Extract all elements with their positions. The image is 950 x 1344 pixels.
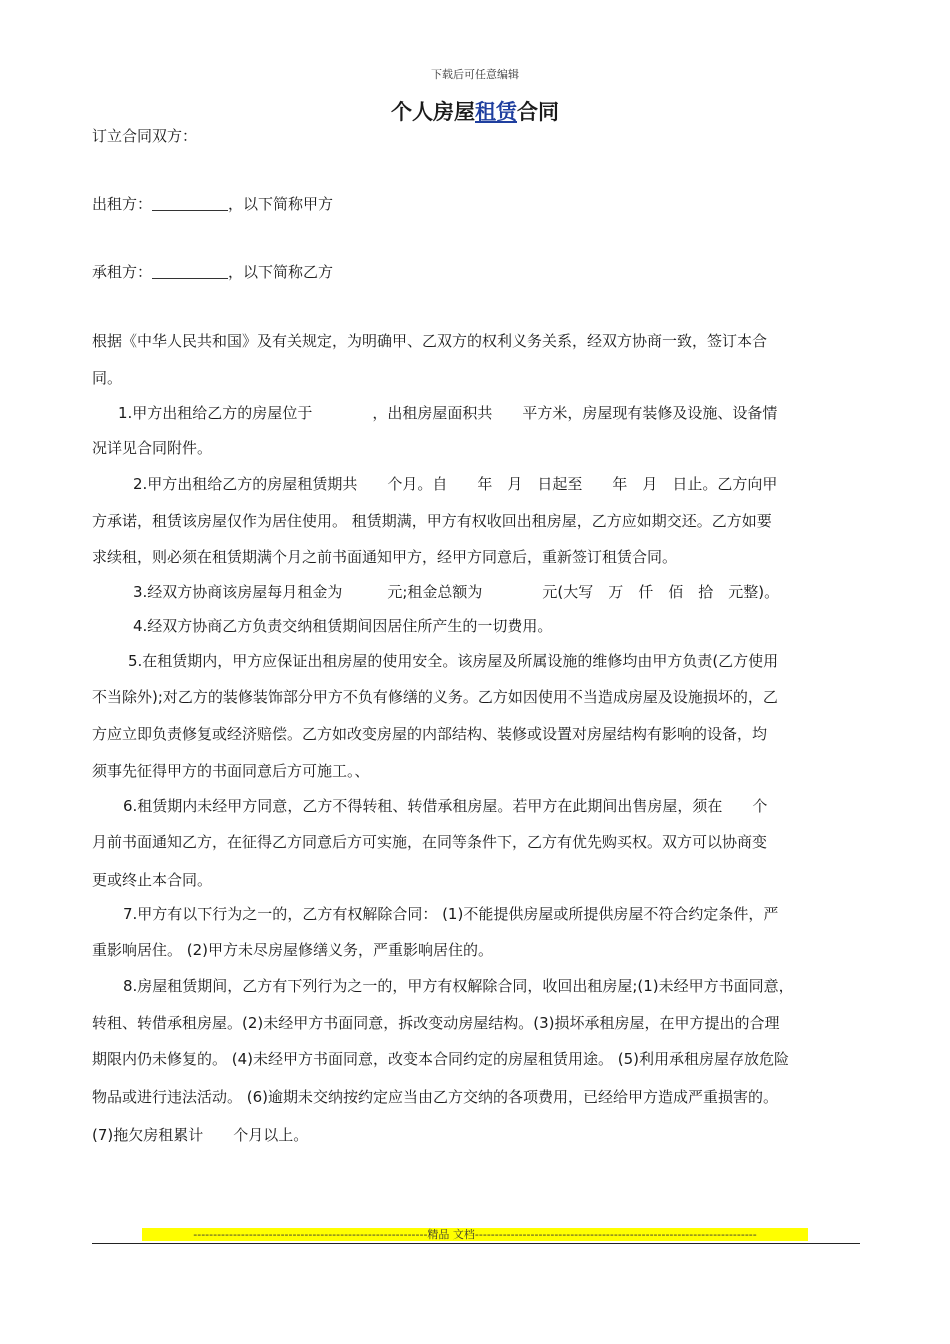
body-line: 根据《中华人民共和国》及有关规定，为明确甲、乙双方的权利义务关系，经双方协商一致，签订本合	[92, 332, 768, 350]
lessor-label: 出租方：	[92, 195, 153, 213]
clause-3: 3.经双方协商该房屋每月租金为 元;租金总额为 元(大写 万 仟 佰 拾 元整)。	[133, 583, 780, 601]
lessee-blank	[152, 264, 228, 279]
body-line: 求续租，则必须在租赁期满个月之前书面通知甲方，经甲方同意后，重新签订租赁合同。	[92, 548, 678, 566]
footer-rule	[92, 1243, 860, 1244]
parties-heading: 订立合同双方：	[92, 127, 198, 145]
footer-text: -----------------------------------------------------------精品 文档-----------------------------------------------------------------------	[193, 1228, 757, 1241]
clause-6: 6.租赁期内未经甲方同意，乙方不得转租、转借承租房屋。若甲方在此期间出售房屋，须在 个	[123, 797, 768, 815]
header-note: 下载后可任意编辑	[431, 68, 519, 81]
body-line: 物品或进行违法活动。 (6)逾期未交纳按约定应当由乙方交纳的各项费用，已经给甲方造成严重损害的。	[92, 1088, 779, 1106]
clause-4: 4.经双方协商乙方负责交纳租赁期间因居住所产生的一切费用。	[133, 617, 553, 635]
body-line: (7)拖欠房租累计 个月以上。	[92, 1126, 309, 1144]
document-title	[0, 96, 950, 126]
lessee-suffix: ，以下简称乙方	[228, 263, 334, 281]
title-highlight: 租赁	[475, 100, 517, 124]
body-line: 转租、转借承租房屋。(2)未经甲方书面同意，拆改变动房屋结构。(3)损坏承租房屋，在甲方提出的合理	[92, 1014, 780, 1032]
clause-2: 2.甲方出租给乙方的房屋租赁期共 个月。自 年 月 日起至 年 月 日止。乙方向甲	[133, 475, 778, 493]
lessee-line	[92, 262, 333, 282]
lessor-blank	[152, 196, 228, 211]
body-line: 期限内仍未修复的。 (4)未经甲方书面同意，改变本合同约定的房屋租赁用途。 (5)利用承租房屋存放危险	[92, 1050, 790, 1068]
title-post: 合同	[517, 100, 559, 124]
clause-5: 5.在租赁期内，甲方应保证出租房屋的使用安全。该房屋及所属设施的维修均由甲方负责(乙方使用	[128, 652, 779, 670]
body-line: 同。	[92, 369, 123, 387]
clause-8: 8.房屋租赁期间，乙方有下列行为之一的，甲方有权解除合同，收回出租房屋;(1)未经甲方书面同意，	[123, 977, 794, 995]
lessee-label: 承租方：	[92, 263, 153, 281]
body-line: 月前书面通知乙方，在征得乙方同意后方可实施，在同等条件下，乙方有优先购买权。双方可以协商变	[92, 833, 768, 851]
title-pre: 个人房屋	[391, 100, 475, 124]
clause-1: 1.甲方出租给乙方的房屋位于 ，出租房屋面积共 平方米，房屋现有装修及设施、设备情	[118, 404, 778, 422]
lessor-suffix: ，以下简称甲方	[228, 195, 334, 213]
body-line: 更或终止本合同。	[92, 871, 213, 889]
body-line: 须事先征得甲方的书面同意后方可施工。、	[92, 762, 370, 780]
body-line: 况详见合同附件。	[92, 439, 213, 457]
lessor-line	[92, 194, 333, 214]
clause-7: 7.甲方有以下行为之一的，乙方有权解除合同： (1)不能提供房屋或所提供房屋不符合约定条件，严	[123, 905, 779, 923]
body-line: 重影响居住。 (2)甲方未尽房屋修缮义务，严重影响居住的。	[92, 941, 494, 959]
body-line: 方应立即负责修复或经济赔偿。乙方如改变房屋的内部结构、装修或设置对房屋结构有影响的设备，均	[92, 725, 768, 743]
body-line: 不当除外);对乙方的装修装饰部分甲方不负有修缮的义务。乙方如因使用不当造成房屋及设施损坏的，乙	[92, 688, 778, 706]
body-line: 方承诺，租赁该房屋仅作为居住使用。 租赁期满，甲方有权收回出租房屋，乙方应如期交还。乙方如要	[92, 512, 772, 530]
